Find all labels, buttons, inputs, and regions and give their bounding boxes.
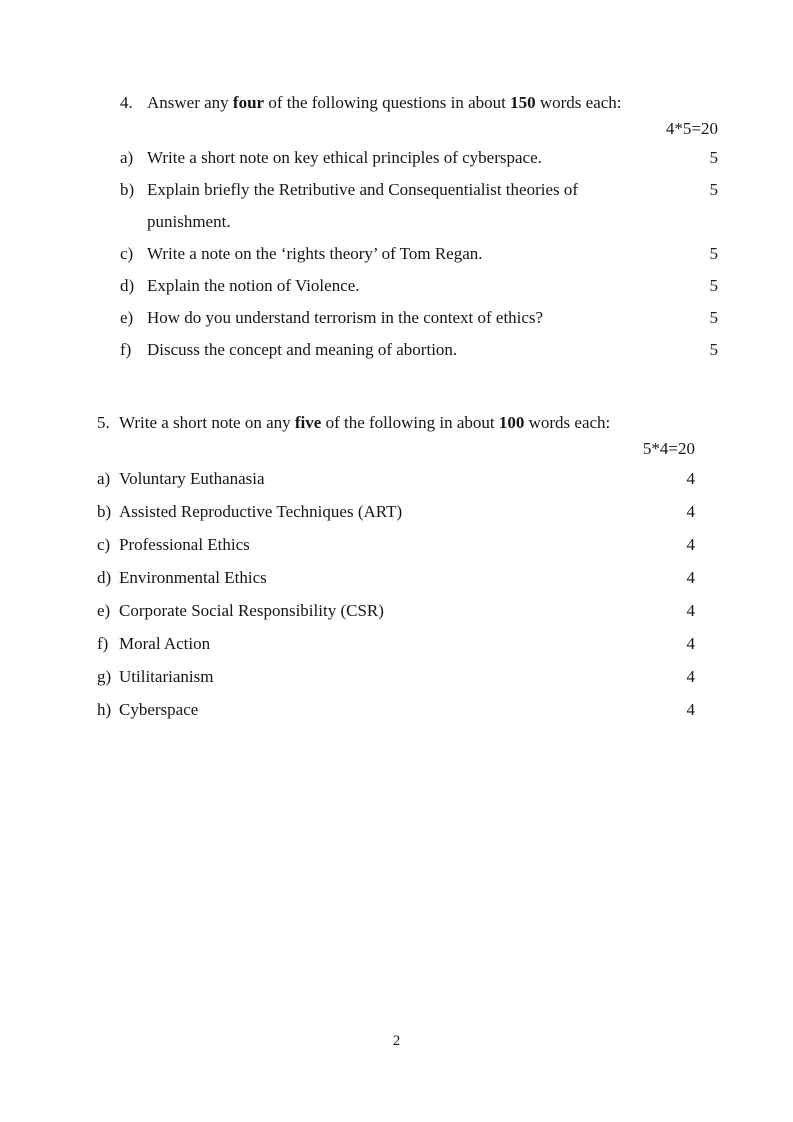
question-4-item-b: [120, 174, 718, 238]
item-marks: 4: [686, 469, 695, 488]
item-marks: 4: [686, 634, 695, 653]
item-label: d): [120, 276, 135, 295]
item-text: Corporate Social Responsibility (CSR): [119, 601, 384, 620]
question-5-title-bold-count: five: [294, 413, 322, 432]
item-label: e): [97, 601, 111, 620]
item-marks: 4: [686, 700, 695, 719]
item-label: f): [120, 340, 132, 359]
item-marks: 5: [709, 244, 718, 263]
item-label: a): [120, 148, 134, 167]
item-label: a): [97, 469, 111, 488]
item-marks: 5: [709, 308, 718, 327]
question-5-item-c: [97, 528, 695, 561]
question-4-title-bold-words: 150: [510, 93, 536, 112]
question-5-item-f: [97, 627, 695, 660]
item-text: Voluntary Euthanasia: [119, 469, 265, 488]
item-marks: 4: [686, 568, 695, 587]
question-4-marks-formula: 4*5=20: [665, 119, 718, 138]
question-4-item-d: [120, 270, 718, 302]
question-5-section: [97, 410, 695, 726]
question-4-section: [97, 90, 718, 366]
item-label: f): [97, 634, 109, 653]
question-5-item-g: [97, 660, 695, 693]
item-label: d): [97, 568, 112, 587]
item-text: Discuss the concept and meaning of abortion.: [147, 340, 458, 359]
item-text: Explain briefly the Retributive and Consequentialist theories of punishment.: [147, 180, 579, 231]
item-marks: 5: [709, 180, 718, 199]
question-4-item-c: [120, 238, 718, 270]
question-4-title: [147, 90, 718, 116]
question-5-item-e: [97, 594, 695, 627]
item-text: How do you understand terrorism in the context of ethics?: [147, 308, 544, 327]
question-5-item-d: [97, 561, 695, 594]
item-marks: 4: [686, 601, 695, 620]
question-5-marks-formula: 5*4=20: [642, 439, 695, 458]
question-5-item-a: [97, 462, 695, 495]
item-marks: 5: [709, 148, 718, 167]
question-4-item-e: [120, 302, 718, 334]
item-text: Assisted Reproductive Techniques (ART): [119, 502, 403, 521]
item-label: c): [97, 535, 111, 554]
item-text: Cyberspace: [119, 700, 199, 719]
question-5-number: 5.: [97, 413, 110, 432]
item-label: h): [97, 700, 112, 719]
item-label: b): [97, 502, 112, 521]
question-5-item-b: [97, 495, 695, 528]
question-4-title-post: words each:: [535, 93, 622, 112]
item-text: Moral Action: [119, 634, 211, 653]
item-text: Environmental Ethics: [119, 568, 267, 587]
item-marks: 5: [709, 340, 718, 359]
page-number: 2: [392, 1033, 401, 1049]
item-label: g): [97, 667, 112, 686]
question-5-title-bold-words: 100: [498, 413, 525, 432]
item-text: Write a note on the ‘rights theory’ of Tom Regan.: [147, 244, 483, 263]
question-4-item-a: [120, 142, 718, 174]
question-5-header: [97, 410, 695, 436]
question-5-title: [119, 410, 695, 436]
question-5-title-pre: Write a short note on any: [119, 413, 295, 432]
question-5-title-mid: of the following in about: [321, 413, 499, 432]
question-4-number: 4.: [120, 93, 133, 112]
item-text: Utilitarianism: [119, 667, 214, 686]
item-label: b): [120, 180, 135, 199]
question-4-header: [120, 90, 718, 116]
page-content: [97, 90, 718, 726]
item-text: Professional Ethics: [119, 535, 250, 554]
item-marks: 5: [709, 276, 718, 295]
item-label: c): [120, 244, 134, 263]
item-text: Explain the notion of Violence.: [147, 276, 360, 295]
item-marks: 4: [686, 535, 695, 554]
item-marks: 4: [686, 502, 695, 521]
item-marks: 4: [686, 667, 695, 686]
question-4-title-bold-count: four: [232, 93, 265, 112]
item-text: Write a short note on key ethical principles of cyberspace.: [147, 148, 542, 167]
question-4-title-pre: Answer any: [147, 93, 233, 112]
question-4-title-mid: of the following questions in about: [264, 93, 511, 112]
question-5-title-post: words each:: [524, 413, 611, 432]
question-5-item-h: [97, 693, 695, 726]
item-label: e): [120, 308, 134, 327]
question-4-item-f: [120, 334, 718, 366]
